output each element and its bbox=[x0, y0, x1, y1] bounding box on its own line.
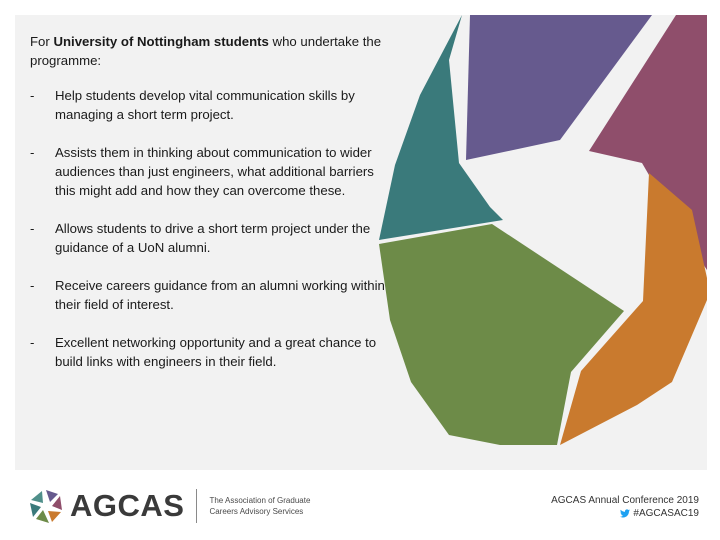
intro-paragraph bbox=[30, 32, 390, 70]
bullet-text: Help students develop vital communication skills by managing a short term project. bbox=[55, 88, 355, 122]
content-area bbox=[30, 32, 390, 390]
bullet-text: Receive careers guidance from an alumni working within their field of interest. bbox=[55, 278, 385, 312]
tagline-line-2: Careers Advisory Services bbox=[209, 507, 304, 516]
tagline-line-1: The Association of Graduate bbox=[209, 496, 311, 505]
list-item bbox=[30, 219, 390, 257]
conference-name: AGCAS Annual Conference 2019 bbox=[551, 495, 699, 506]
hashtag: #AGCASAC19 bbox=[633, 508, 699, 519]
bullet-marker: - bbox=[30, 335, 35, 350]
logo-divider bbox=[196, 489, 197, 523]
list-item bbox=[30, 86, 390, 124]
agcas-tagline bbox=[209, 495, 310, 517]
bullet-text: Assists them in thinking about communication to wider audiences than just engineers, what additional barriers this might add and how they can overcome these. bbox=[55, 145, 374, 198]
bullet-marker: - bbox=[30, 221, 35, 236]
hashtag-line bbox=[551, 507, 699, 520]
twitter-icon bbox=[620, 509, 630, 518]
bullet-text: Allows students to drive a short term project under the guidance of a UoN alumni. bbox=[55, 221, 371, 255]
bullet-marker: - bbox=[30, 88, 35, 103]
list-item bbox=[30, 333, 390, 371]
intro-suffix: who undertake the programme: bbox=[30, 34, 382, 68]
bullet-list bbox=[30, 86, 390, 371]
intro-bold: University of Nottingham students bbox=[53, 34, 269, 49]
agcas-logo bbox=[28, 486, 310, 526]
agcas-wordmark: AGCAS bbox=[70, 488, 185, 523]
bullet-marker: - bbox=[30, 278, 35, 293]
agcas-aperture-icon bbox=[28, 488, 64, 524]
bullet-marker: - bbox=[30, 145, 35, 160]
list-item bbox=[30, 143, 390, 200]
list-item bbox=[30, 276, 390, 314]
bullet-text: Excellent networking opportunity and a great chance to build links with engineers in their field. bbox=[55, 335, 377, 369]
intro-prefix: For bbox=[30, 34, 54, 49]
conference-info bbox=[551, 494, 699, 520]
